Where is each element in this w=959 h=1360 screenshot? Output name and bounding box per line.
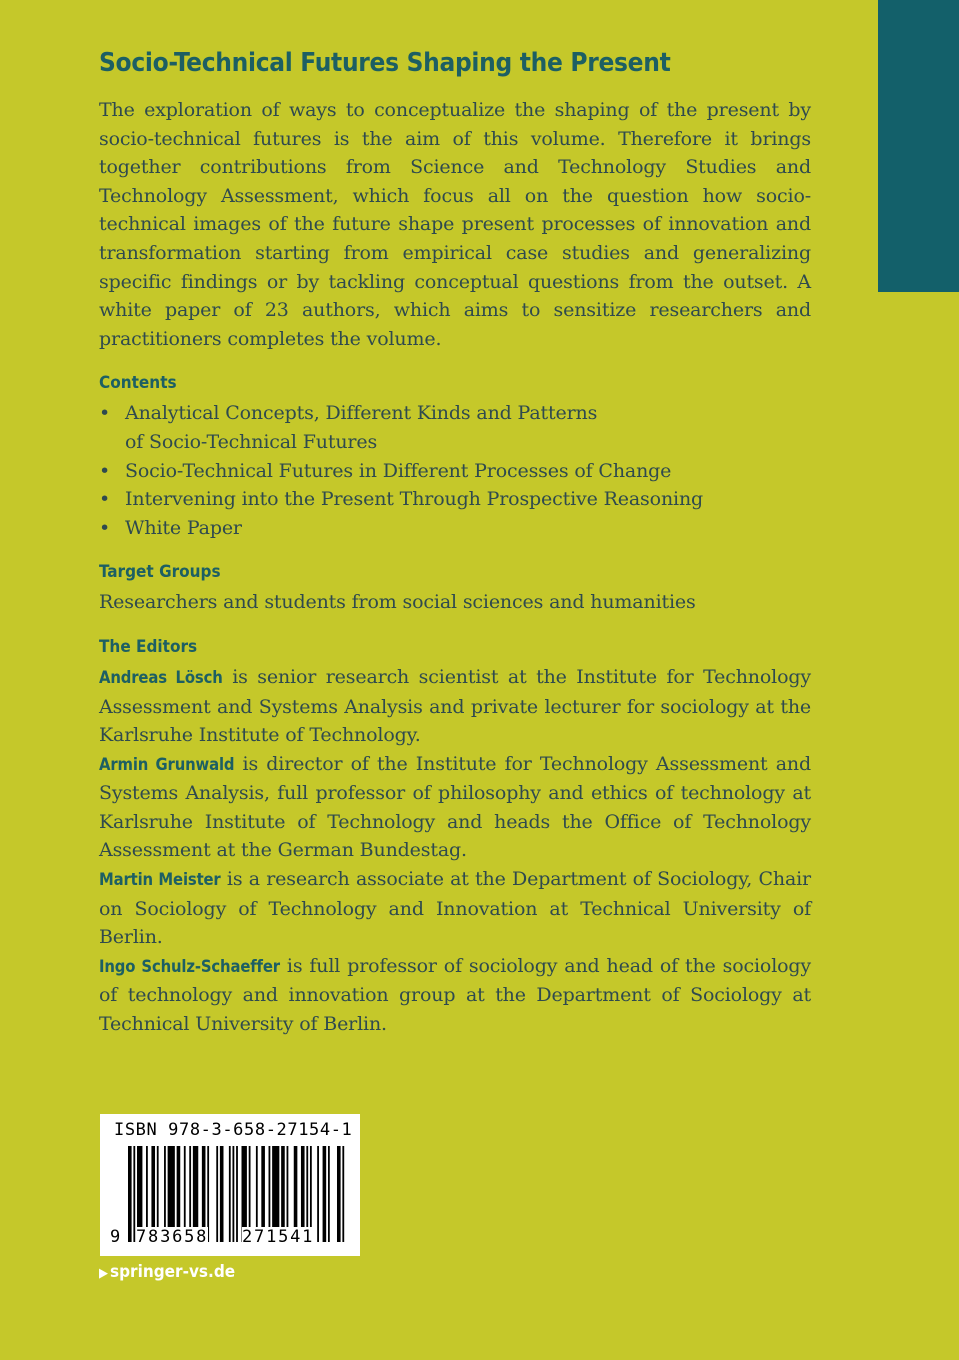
barcode-bar <box>133 1146 135 1242</box>
target-groups-heading: Target Groups <box>99 562 221 583</box>
barcode-bar <box>220 1146 224 1242</box>
bullet-icon: • <box>99 402 111 425</box>
barcode-bar <box>236 1146 238 1242</box>
barcode-bar <box>216 1146 218 1242</box>
editor-name: Ingo Schulz-Schaeffer <box>99 956 280 976</box>
barcode-bar <box>323 1146 327 1242</box>
barcode-bar <box>232 1146 234 1242</box>
editor-bio <box>99 865 811 952</box>
editor-description: is a research associate at the Department of Sociology, Chair on Sociology of Technology and Innovation at Technical University of Berlin. <box>99 868 811 949</box>
ean-digit-first: 9 <box>110 1227 121 1247</box>
contents-item <box>99 457 811 486</box>
editor-name: Martin Meister <box>99 870 221 890</box>
barcode-bar <box>342 1146 344 1242</box>
bullet-icon: • <box>99 516 111 539</box>
barcode-bar <box>328 1146 330 1242</box>
contents-item <box>99 399 811 456</box>
contents-list <box>99 399 811 542</box>
isbn-label: ISBN 978-3-658-27154-1 <box>114 1120 353 1140</box>
bullet-icon: • <box>99 459 111 482</box>
editor-name: Andreas Lösch <box>99 667 223 687</box>
book-description: The exploration of ways to conceptualize the shaping of the present by socio-technical futures is the aim of this volume. Therefore it brings together contributions from Science and Technology Studies and Technology Assessment, which focus all on the question how socio-technical images of the future shape present processes of innovation and transformation starting from empirical case studies and generalizing specific findings or by tackling conceptual questions from the outset. A white paper of 23 authors, which aims to sensitize researchers and practitioners completes the volume. <box>99 99 811 350</box>
editor-name: Armin Grunwald <box>99 754 235 774</box>
contents-item-line: of Socio-Technical Futures <box>125 430 378 453</box>
back-cover-content <box>99 42 811 1039</box>
barcode-bar <box>337 1146 341 1242</box>
editor-description: is full professor of sociology and head of the sociology of technology and innovation group at the Department of Sociology at Technical University of Berlin. <box>99 954 812 1036</box>
ean-digits-right: 271541 <box>242 1227 315 1247</box>
editor-description: is director of the Institute for Technology Assessment and Systems Analysis, full professor of philosophy and ethics of technology at Karlsruhe Institute of Technology and heads the Office of Technology Assessment at the German Bundestag. <box>99 752 811 862</box>
target-groups-text: Researchers and students from social sciences and humanities <box>99 591 696 614</box>
accent-color-bar <box>878 0 959 292</box>
contents-item-line: Analytical Concepts, Different Kinds and Patterns <box>125 402 598 425</box>
contents-item-line: White Paper <box>125 516 242 539</box>
contents-item <box>99 485 811 514</box>
publisher-link[interactable] <box>99 1262 235 1282</box>
editor-bio <box>99 952 811 1039</box>
contents-item <box>99 514 811 543</box>
publisher-url: springer-vs.de <box>110 1262 236 1282</box>
book-title: Socio-Technical Futures Shaping the Present <box>99 48 671 78</box>
contents-heading: Contents <box>99 373 177 394</box>
ean-digits-left: 783658 <box>136 1227 209 1247</box>
contents-item-line: Socio-Technical Futures in Different Processes of Change <box>125 459 672 482</box>
barcode-bar <box>317 1146 319 1242</box>
isbn-barcode <box>100 1114 360 1256</box>
barcode-bar <box>128 1146 132 1242</box>
editors-heading: The Editors <box>99 636 198 657</box>
arrow-right-icon: ▶ <box>99 1266 108 1281</box>
editor-description: is senior research scientist at the Institute for Technology Assessment and Systems Analysis and private lecturer for sociology at the Karlsruhe Institute of Technology. <box>99 665 811 747</box>
editor-bio <box>99 663 811 750</box>
editor-bio <box>99 750 811 865</box>
contents-item-line: Intervening into the Present Through Prospective Reasoning <box>125 488 704 511</box>
barcode-bar <box>229 1146 231 1242</box>
bullet-icon: • <box>99 488 111 511</box>
